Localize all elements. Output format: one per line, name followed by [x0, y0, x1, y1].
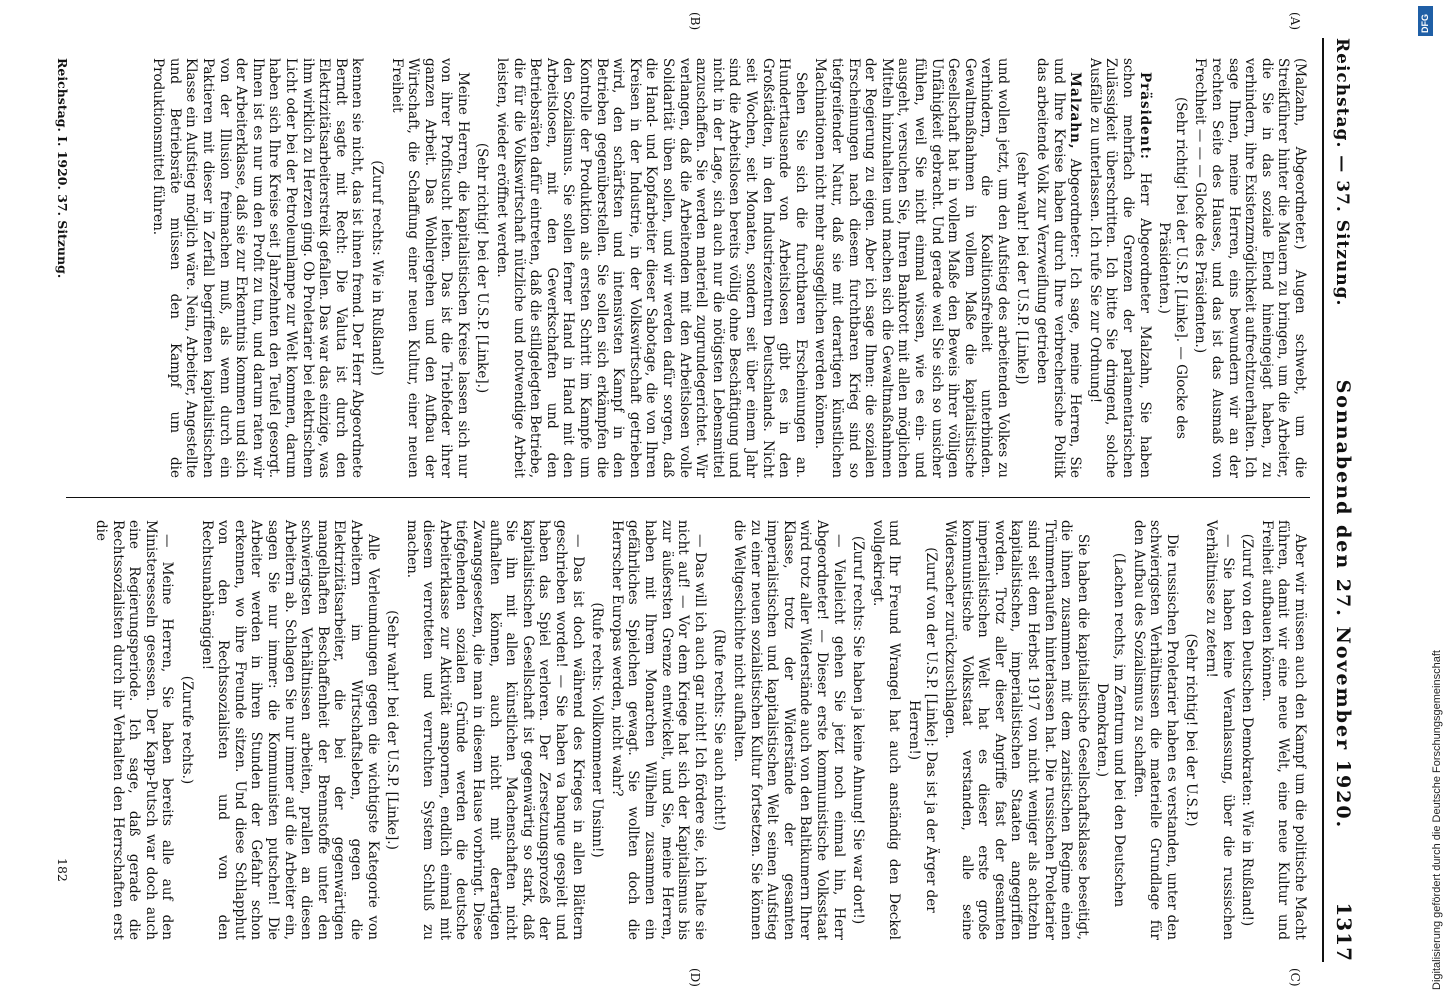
- paragraph: — Meine Herren, Sie haben bereits alle auf den Ministersesseln gesessen. Der Kapp-Putsch war doch auch eine Regierungsperiode. Ich sage, daß gerade die Rechtssozialisten durch ihr Verhalten den Herrschaften erst die: [93, 520, 176, 940]
- page-content: [26, 12, 1366, 987]
- speaker-name: Malzahn,: [1067, 72, 1084, 150]
- right-column: [78, 520, 1308, 940]
- interjection: (Sehr wahr! bei der U.S.P. [Linke].): [384, 610, 401, 850]
- speech-paragraph: [1086, 58, 1152, 478]
- paragraph: (Malzahn, Abgeordneter.) Augen schwebt, um die Streikführer hinter die Mauern zu bringen, um die Arbeiter, die Sie in das soziale Elend hineingejagt haben, zu verhindern, ihre Existenzmöglichkeit aufrechtzuerhalten. Ich sage Ihnen, meine Herren, eins bewundern wir an der rechten Seite des Hauses, und das ist das Ausmaß von Frechheit — — — Glocke des Präsidenten.): [1192, 58, 1308, 478]
- margin-mark-b: (B): [688, 12, 702, 31]
- interjection: (Zuruf rechts: Sie haben ja keine Ahnung! Sie war dort!): [850, 535, 867, 925]
- interjection: (Zuruf rechts: Wie in Rußland!): [368, 160, 385, 376]
- paragraph: Meine Herren, die kapitalistischen Kreise lassen sich nur von ihrer Profitsucht leiten. Das ist die Triebfeder ihrer ganzen Arbeit. Das Wohlergehen und den Aufbau der Wirtschaft, die Schaffung einer neuen Kultur, einer neuen Freiheit: [388, 58, 471, 478]
- header-rule: [1322, 38, 1324, 962]
- speech-paragraph: [1034, 58, 1084, 478]
- margin-mark-d: (D): [688, 968, 702, 987]
- paragraph: — Sie haben keine Veranlassung, über die russischen Verhältnisse zu zetern!: [1203, 520, 1236, 940]
- interjection: (Sehr richtig! bei der U.S.P. [Linke].): [474, 142, 491, 394]
- footer-sheet-number: 182: [55, 858, 70, 882]
- page-number: 1317: [1332, 902, 1356, 962]
- interjection: (sehr wahr! bei der U.S.P. [Linke]): [1014, 151, 1031, 385]
- digitization-note: Digitalisierung gefördert durch die Deutsche Forschungsgemeinschaft: [1431, 650, 1443, 990]
- interjection: (Lachen rechts, im Zentrum und bei den Deutschen Demokraten.): [1094, 552, 1128, 908]
- interjection: (Rufe rechts: Vollkommener Unsinn!): [589, 602, 606, 858]
- interjection: (Zurufe rechts.): [179, 675, 195, 785]
- left-column: [78, 58, 1308, 478]
- header-session: Reichstag. — 37. Sitzung.: [1332, 38, 1352, 307]
- paragraph: — Das ist doch während des Krieges in allen Blättern geschrieben worden! — Sie haben va banque gespielt und haben das Spiel verloren. Der Zersetzungsprozeß der kapitalistischen Gesellschaft ist gegenwärtig so stark, daß Sie ihn mit allen künstlichen Machenschaften nicht aufhalten können, auch nicht mit derartigen Zwangsgesetzen, die man in diesem Hause vorbringt. Diese tiefgehenden sozialen Gründe werden die deutsche Arbeiterklasse zur Aktivität anspornen, endlich einmal mit diesem verrotteten und verruchten System Schluß zu machen.: [403, 520, 586, 940]
- speech-text: Herr Abgeordneter Malzahn, Sie haben schon mehrfach die Grenzen der parlamentarischen Zulässigkeit überschritten. Ich bitte Sie dringend, solche Ausfälle zu unterlassen. Ich rufe Sie zur Ordnung!: [1086, 58, 1153, 478]
- interjection: (Rufe rechts: Sie auch nicht!): [711, 629, 728, 831]
- paragraph: Sehen Sie sich die furchtbaren Erscheinungen an. Hunderttausende von Arbeitslosen gibt es in den Großstädten, in den Industriezentren Deutschlands. Nicht seit Wochen, seit Monaten, sondern seit über einem Jahr sind die Arbeitslosen bereits völlig ohne Beschäftigung und nicht in der Lage, sich auch nur die nötigsten Lebensmittel anzuschaffen. Sie werden materiell zugrundegerichtet. Wir verlangen, daß die Arbeitenden mit den Arbeitslosen volle Solidarität üben sollen, und wir werden dafür sorgen, daß die Hand- und Kopfarbeiter dieser Sabotage, die von Ihren Kreisen in der Industrie, in der Volkswirtschaft getrieben wird, den schärfsten und intensivsten Kampf in den Betrieben gegenüberstellen. Sie sollen sich erkämpfen die Kontrolle der Produktion als ersten Schritt im Kampfe um den Sozialismus. Sie sollen ferner Hand in Hand mit den Arbeitslosen, mit den Gewerkschaften und den Betriebsräten dafür eintreten, daß die stillgelegten Betriebe, die für die Volkswirtschaft nützliche und notwendige Arbeit leisten, wieder eröffnet werden.: [494, 58, 809, 478]
- paragraph: — Das will ich auch gar nicht! Ich fördere sie, ich halte sie nicht auf! — Vor dem Kriege hat sich der Kapitalismus bis zur äußersten Grenze entwickelt, und Sie, meine Herren, haben mit Ihrem Monarchen Wilhelm zusammen ein gefährliches Spielchen gewagt. Sie wollten doch die Herrscher Europas werden, nicht wahr?: [608, 520, 708, 940]
- paragraph: — Vielleicht gehen Sie jetzt noch einmal hin, Herr Abgeordneter! — Dieser erste kommunistische Volksstaat wird trotz aller Widerstände auch von den Baltikumern Ihrer Klasse, trotz der Widerstände der gesamten imperialistischen und kapitalistischen Welt seinen Aufstieg zu einer neuen sozialistischen Kultur fortsetzen. Sie können die Weltgeschichte nicht aufhalten.: [731, 520, 847, 940]
- paragraph: Die russischen Proletarier haben es verstanden, unter den schwierigsten Verhältnissen die materielle Grundlage für den Aufbau des Sozialismus zu schaffen.: [1130, 520, 1180, 940]
- margin-mark-a: (A): [1288, 12, 1302, 31]
- dfg-logo-icon: [1418, 6, 1433, 36]
- interjection: (Zuruf von der U.S.P. [Linke]: Das ist ja der Ärger der Herren!): [905, 547, 939, 913]
- interjection: (Zuruf von den Deutschen Demokraten: Wie in Rußland!): [1239, 533, 1256, 927]
- header-date: Sonnabend den 27. November 1920.: [1332, 379, 1354, 830]
- paragraph: kennen sie nicht, das ist ihnen fremd. Der Herr Abgeordnete Berndt sagte mit Recht: Die Valuta ist durch den Elektrizitätsarbeiterstreik gefallen. Das war das einzige, was ihm wirklich zu Herzen ging. Ob Proletarier bei elektrischem Licht oder bei der Petroleumlampe zur Welt kommen, darum haben sich Ihre Kreise seit Jahrzehnten den Teufel gesorgt. Ihnen ist es nur um den Profit zu tun, und darum raten wir der Arbeiterklasse, daß sie zur Erkenntnis kommen und sich von der Illusion freimachen muß, als wenn durch ein Paktieren mit dieser in Zerfall begriffenen kapitalistischen Klasse ein Aufstieg möglich wäre. Nein, Arbeiter, Angestellte und Betriebsräte müssen den Kampf um die Produktionsmittel führen.: [150, 58, 366, 478]
- page-header: [1326, 38, 1356, 962]
- speech-text: Abgeordneter: Ich sage, meine Herren, Sie und Ihre Kreise haben durch Ihre verbrecherische Politik das arbeitende Volk zur Verzweiflung getrieben: [1034, 58, 1084, 479]
- column-divider: [66, 497, 1310, 498]
- speaker-name: Präsident:: [1136, 72, 1153, 160]
- paragraph: und Ihr Freund Wrangel hat auch anständig den Deckel vollgekriegt.: [869, 520, 903, 940]
- paragraph: Alle Verleumdungen gegen die wichtigste Kategorie von Arbeitern im Wirtschaftsleben, gegen die Elektrizitätsarbeiter, die bei der gegenwärtigen mangelhaften Beschaffenheit der Brennstoffe unter den schwierigsten Verhältnissen arbeiten, prallen an diesen Arbeitern ab. Schlagen Sie nur immer auf die Arbeiter ein, sagen Sie nur immer: die Kommunisten putschen! Die Arbeiter werden in ihren Stunden der Gefahr schon erkennen, wo ihre Freunde sitzen. Und diese Schlapphut von den Rechtssozialisten und von den Rechtsunabhängigen!: [198, 520, 381, 940]
- footer-signature: Reichstag. I. 1920. 37. Sitzung.: [55, 58, 70, 279]
- dfg-logo-text: DFG: [1420, 14, 1430, 33]
- interjection: (Sehr richtig! bei der U.S.P. [Linke]. — Glocke des Präsidenten.): [1156, 97, 1189, 439]
- paragraph: Aber wir müssen auch den Kampf um die politische Macht führen, damit wir eine neue Welt, eine neue Kultur und Freiheit aufbauen können.: [1258, 520, 1308, 940]
- paragraph: und wollen jetzt, um den Aufstieg des arbeitenden Volkes zu verhindern, die Koalitionsfreiheit unterbinden. Gewaltmaßnahmen in vollem Maße die kapitalistische Gesellschaft hat in vollem Maße den Beweis ihrer völligen Unfähigkeit gebracht. Und gerade weil Sie sich so unsicher fühlen, weil Sie nicht einmal wissen, wie es ein- und ausgeht, versuchen Sie, Ihren Bankrott mit allen möglichen Mitteln hinzuhalten und machen sich die Gewaltmaßnahmen der Regierung zu eigen. Aber ich sage Ihnen: die sozialen Erscheinungen nach diesem furchtbaren Krieg sind so tiefgreifender Natur, daß sie mit derartigen künstlichen Machinationen nicht mehr ausgeglichen werden können.: [812, 58, 1011, 478]
- interjection: (Sehr richtig! bei der U.S.P.): [1183, 633, 1200, 827]
- paragraph: Sie haben die kapitalistische Gesellschaftsklasse beseitigt, die ihnen zusammen mit dem zaristischen Regime einen Trümmerhaufen hinterlassen hat. Die russischen Proletarier sind seit dem Herbst 1917 von nicht weniger als achtzehn kapitalistischen, imperialistischen Staaten angegriffen worden. Trotz aller dieser Angriffe fast der gesamten imperialistischen Welt hat es dieser erste große kommunistische Volksstaat verstanden, alle seine Widersacher zurückzuschlagen.: [942, 520, 1091, 940]
- margin-mark-c: (C): [1288, 968, 1302, 987]
